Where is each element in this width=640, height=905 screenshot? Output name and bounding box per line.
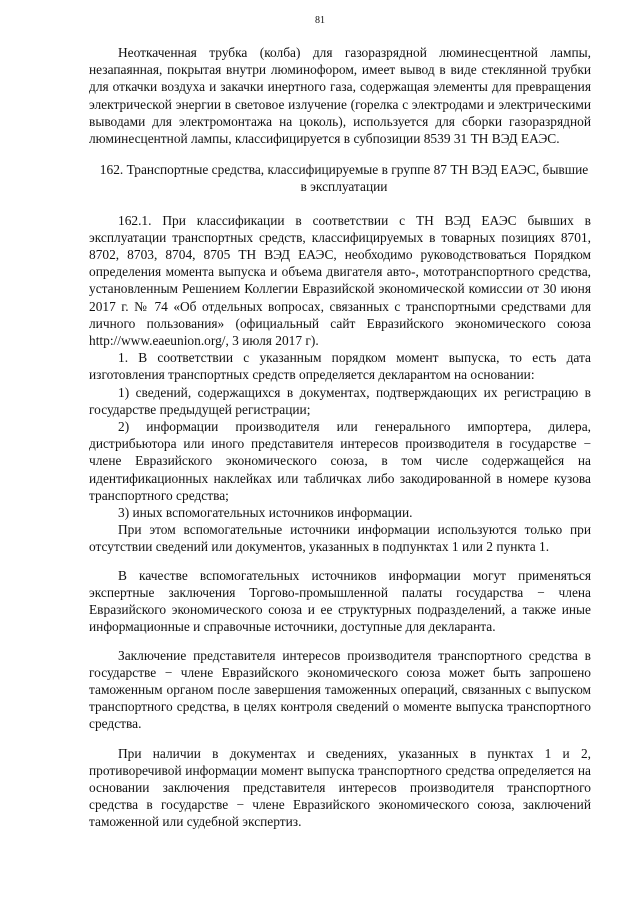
paragraph-point-1: 1. В соответствии с указанным порядком момент выпуска, то есть дата изготовления транспортных средств определяется декларантом на основании: <box>89 350 591 383</box>
list-item-3: 3) иных вспомогательных источников информации. <box>118 505 413 521</box>
list-item-1: 1) сведений, содержащихся в документах, подтверждающих их регистрацию в государстве предыдущей регистрации; <box>89 384 591 417</box>
paragraph-tube-description: Неоткаченная трубка (колба) для газоразрядной люминесцентной лампы, незапаянная, покрытая внутри люминофором, имеет вывод в виде стеклянной трубки для откачки воздуха и закачки инертного газа, содержащая элементы для превращения электрической энергии в световое излучение (горелка с электродами и электрическими выводами для электромонтажа на цоколь), используется для сборки газоразрядной люминесцентной лампы, классифицируется в субпозиции 8539 31 ТН ВЭД ЕАЭС. <box>89 45 591 147</box>
document-body <box>89 44 591 831</box>
list-item-2: 2) информации производителя или генерального импортера, дилера, дистрибьютора или иного представителя интересов производителя в государстве − члене Евразийского экономического союза, в том числе содержащейся на идентификационных наклейках или табличках либо закодированной в номере кузова транспортного средства; <box>89 419 591 503</box>
paragraph-162-1: 162.1. При классификации в соответствии с ТН ВЭД ЕАЭС бывших в эксплуатации транспортных средств, классифицируемых в товарных позициях 8701, 8702, 8703, 8704, 8705 ТН ВЭД ЕАЭС, необходимо руководствоваться Порядком определения момента выпуска и объема двигателя авто-, мототранспортного средства, установленным Решением Коллегии Евразийской экономической комиссии от 30 июня 2017 г. № 74 «Об отдельных вопросах, связанных с транспортными средствами для личного пользования» (официальный сайт Евразийского экономического союза http://www.eaeunion.org/, 3 июля 2017 г). <box>89 212 591 349</box>
paragraph-auxiliary-sources: При этом вспомогательные источники информации используются только при отсутствии сведений или документов, указанных в подпунктах 1 или 2 пункта 1. <box>89 522 591 555</box>
paragraph-manufacturer-conclusion: Заключение представителя интересов производителя транспортного средства в государстве − члене Евразийского экономического союза может быть запрошено таможенным органом после завершения таможенных операций, связанных с выпуском транспортного средства, в целях контроля сведений о моменте выпуска транспортного средства. <box>89 647 591 732</box>
paragraph-contradictory-info: При наличии в документах и сведениях, указанных в пунктах 1 и 2, противоречивой информации момент выпуска транспортного средства определяется на основании заключения представителя интересов производителя транспортного средства в государстве − члене Евразийского экономического союза, заключений таможенной или судебной экспертиз. <box>89 745 591 830</box>
page-number: 81 <box>315 15 325 26</box>
paragraph-expert-conclusions: В качестве вспомогательных источников информации могут применяться экспертные заключения Торгово-промышленной палаты государства − члена Евразийского экономического союза и ее структурных подразделений, а также иные информационные и справочные источники, доступные для декларанта. <box>89 567 591 635</box>
section-heading-162: 162. Транспортные средства, классифицируемые в группе 87 ТН ВЭД ЕАЭС, бывшие в эксплуатации <box>99 162 589 195</box>
